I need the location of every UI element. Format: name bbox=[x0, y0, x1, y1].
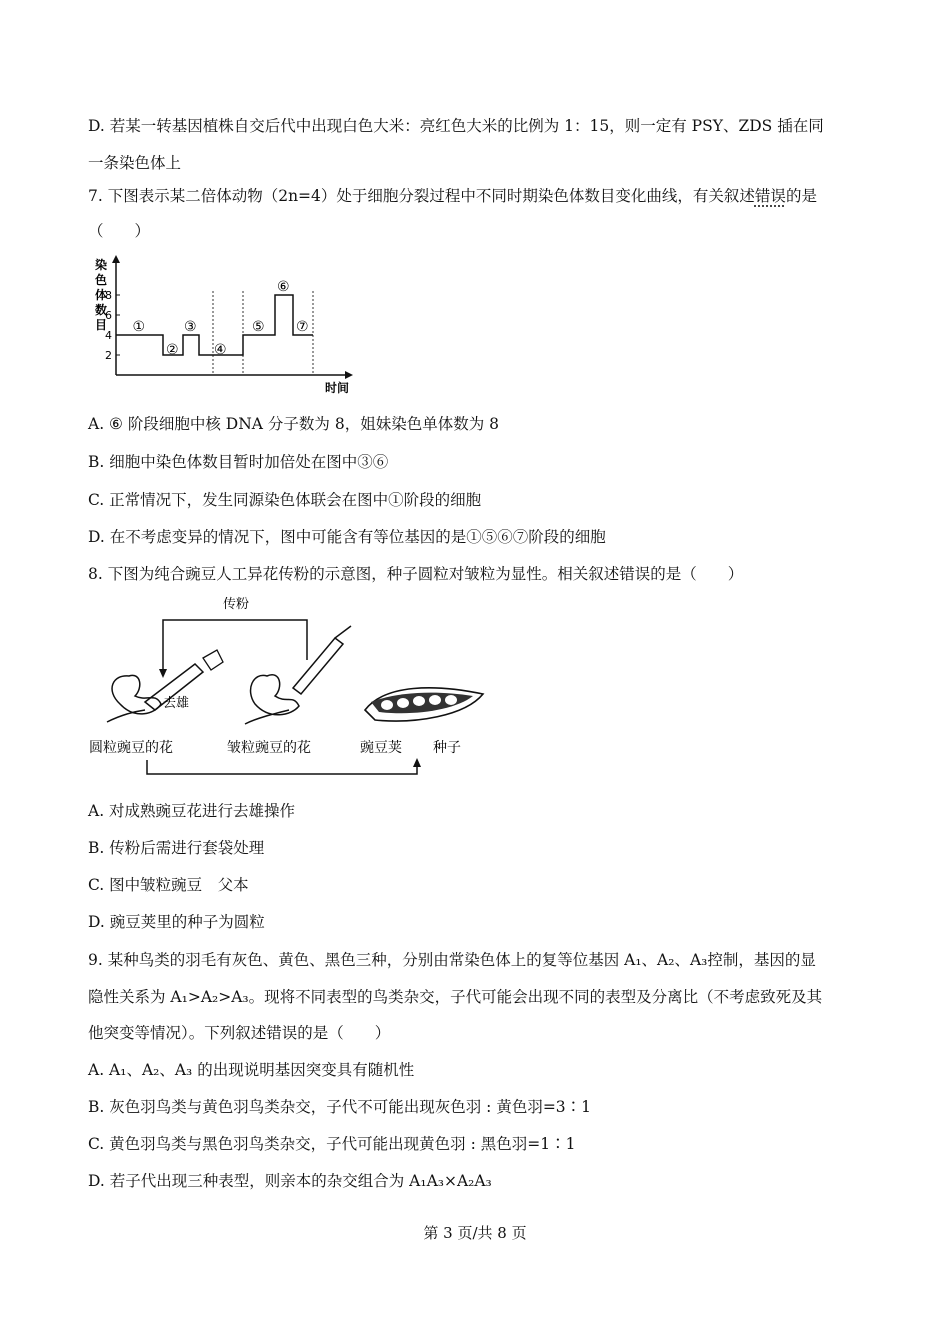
q7-stem-text: 7. 下图表示某二倍体动物（2n=4）处于细胞分裂过程中不同时期染色体数目变化曲线，有关叙述 bbox=[88, 187, 755, 205]
q9-option-c: C. 黄色羽鸟类与黑色羽鸟类杂交，子代可能出现黄色羽 : 黑色羽=1∶1 bbox=[88, 1135, 576, 1153]
chart-x-arrow bbox=[345, 371, 353, 379]
bottom-arrowhead bbox=[413, 758, 421, 767]
q9-option-b: B. 灰色羽鸟类与黄色羽鸟类杂交，子代不可能出现灰色羽 : 黄色羽=3∶1 bbox=[88, 1098, 592, 1116]
emasculation-label: 去雄 bbox=[163, 696, 190, 711]
pollination-label: 传粉 bbox=[223, 597, 250, 612]
q7-stem-emphasis: 错误 bbox=[754, 187, 786, 205]
chart-y-tick-label: 6 bbox=[105, 309, 112, 322]
chart-ylabel-char: 数 bbox=[95, 303, 108, 317]
round-flower-label: 圆粒豌豆的花 bbox=[89, 740, 173, 756]
q7-stem-line2: （ ） bbox=[88, 222, 151, 240]
chart-stage-label: ① bbox=[132, 319, 146, 335]
chart-xlabel: 时间 bbox=[325, 381, 350, 395]
q6-option-d-line2: 一条染色体上 bbox=[88, 154, 182, 172]
q7-option-d: D. 在不考虑变异的情况下，图中可能含有等位基因的是①⑤⑥⑦阶段的细胞 bbox=[88, 528, 606, 546]
q9-stem-line3: 他突变等情况）。下列叙述错误的是（ ） bbox=[88, 1024, 391, 1042]
page-footer: 第 3 页/共 8 页 bbox=[423, 1224, 527, 1242]
q7-option-a: A. ⑥ 阶段细胞中核 DNA 分子数为 8，姐妹染色单体数为 8 bbox=[88, 415, 499, 433]
pea-pod-illustration bbox=[365, 688, 483, 721]
chart-stage-label: ⑦ bbox=[296, 319, 309, 335]
pod-label: 豌豆荚 bbox=[360, 740, 402, 756]
q9-stem-line1: 9. 某种鸟类的羽毛有灰色、黄色、黑色三种，分别由常染色体上的复等位基因 A₁、A₂、A₃控制，基因的显 bbox=[88, 951, 816, 969]
chart-y-tick-label: 8 bbox=[105, 289, 112, 302]
chart-stage-label: ④ bbox=[214, 342, 227, 358]
q9-option-a: A. A₁、A₂、A₃ 的出现说明基因突变具有随机性 bbox=[88, 1061, 415, 1079]
round-pea-flower-illustration bbox=[107, 650, 223, 722]
q8-option-b: B. 传粉后需进行套袋处理 bbox=[88, 839, 265, 857]
chart-y-tick-label: 2 bbox=[105, 349, 112, 362]
chart-stage-label: ③ bbox=[184, 319, 197, 335]
q8-stem: 8. 下图为纯合豌豆人工异花传粉的示意图，种子圆粒对皱粒为显性。相关叙述错误的是（ ） bbox=[88, 565, 744, 583]
q7-stem-text-end: 的是 bbox=[785, 187, 817, 205]
pollination-arrowhead bbox=[159, 669, 167, 678]
q7-option-c: C. 正常情况下，发生同源染色体联会在图中①阶段的细胞 bbox=[88, 491, 482, 509]
chart-ylabel-char: 染 bbox=[95, 258, 108, 272]
pollination-diagram bbox=[85, 592, 485, 787]
chart-ylabel-char: 目 bbox=[95, 318, 108, 332]
chart-stage-label: ② bbox=[166, 342, 179, 358]
chart-y-arrow bbox=[112, 255, 120, 263]
q8-option-d: D. 豌豆荚里的种子为圆粒 bbox=[88, 913, 265, 931]
bottom-arrow-line bbox=[147, 760, 417, 774]
seed-label: 种子 bbox=[433, 740, 461, 756]
q9-stem-line2: 隐性关系为 A₁>A₂>A₃。现将不同表型的鸟类杂交，子代可能会出现不同的表型及分离比（不考虑致死及其 bbox=[88, 988, 823, 1006]
q7-stem-line1 bbox=[88, 185, 817, 207]
pollination-arrow-line bbox=[163, 620, 307, 674]
q7-option-b: B. 细胞中染色体数目暂时加倍处在图中③⑥ bbox=[88, 453, 389, 471]
q8-option-a: A. 对成熟豌豆花进行去雄操作 bbox=[88, 802, 296, 820]
chart-y-tick-label: 4 bbox=[105, 329, 112, 342]
chart-stage-label: ⑥ bbox=[277, 279, 290, 295]
q9-option-d: D. 若子代出现三种表型，则亲本的杂交组合为 A₁A₃×A₂A₃ bbox=[88, 1172, 492, 1190]
wrinkled-flower-label: 皱粒豌豆的花 bbox=[227, 740, 311, 756]
chart-stage-label: ⑤ bbox=[252, 319, 265, 335]
chromosome-count-chart bbox=[85, 255, 375, 400]
q6-option-d-line1: D. 若某一转基因植株自交后代中出现白色大米：亮红色大米的比例为 1：15，则一定有 PSY、ZDS 插在同 bbox=[88, 117, 824, 135]
chart-ylabel-char: 色 bbox=[95, 273, 108, 287]
q8-option-c: C. 图中皱粒豌豆 父本 bbox=[88, 876, 249, 894]
wrinkled-pea-flower-illustration bbox=[245, 626, 351, 724]
chart-ylabel-char: 体 bbox=[95, 288, 108, 302]
